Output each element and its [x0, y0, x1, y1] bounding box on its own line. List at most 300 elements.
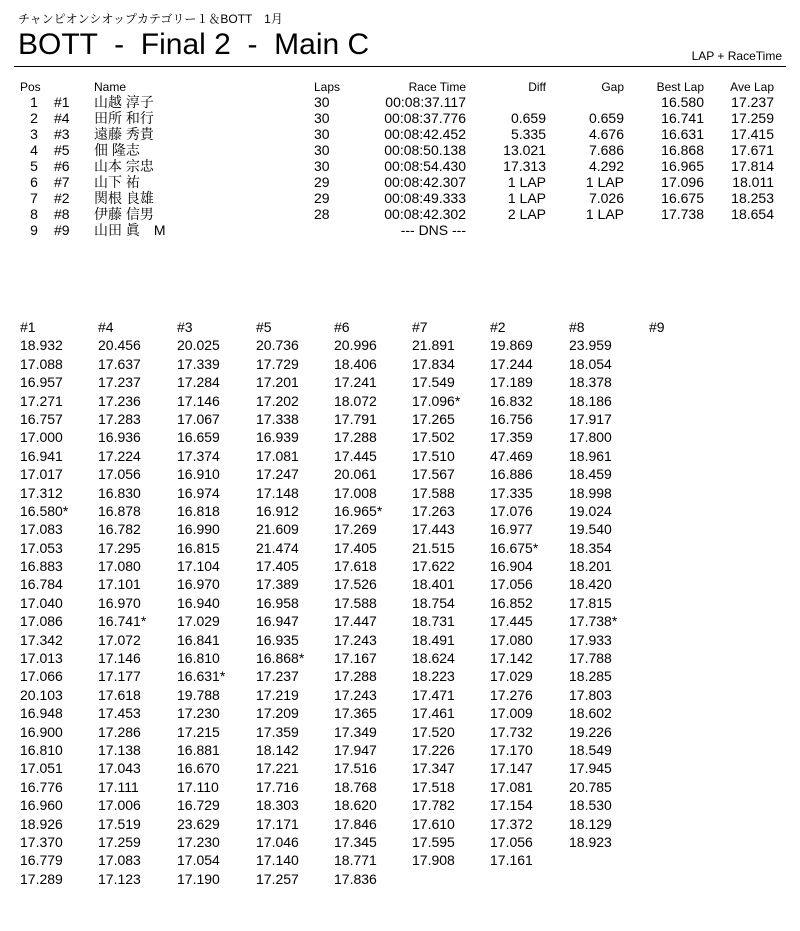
lap-time: 47.469: [490, 447, 533, 464]
lap-time: 17.006: [98, 797, 141, 814]
lap-time: 17.017: [20, 466, 63, 483]
lap-time: 17.359: [256, 723, 299, 740]
lap-time: 17.170: [490, 741, 533, 758]
diff-cell: 5.335: [510, 126, 546, 142]
lap-time: 18.998: [569, 484, 612, 501]
lap-time: 16.782: [98, 521, 141, 538]
lap-time: 17.782: [412, 797, 455, 814]
gap-cell: [546, 222, 624, 238]
lap-time: 17.471: [412, 686, 455, 703]
lap-column-header: #8: [569, 319, 585, 335]
ave-lap-cell: 18.011: [732, 174, 774, 190]
ave-lap-cell: 17.237: [731, 94, 774, 110]
lap-time: 16.881: [177, 741, 220, 758]
lap-time: 17.029: [490, 668, 533, 685]
kart-number-cell: #6: [54, 158, 70, 174]
laps-cell: 30: [314, 158, 330, 174]
lap-column: [649, 318, 729, 336]
lap-time: 20.103: [20, 686, 63, 703]
lap-time: 18.771: [334, 852, 377, 869]
position-cell: 2: [30, 110, 38, 126]
laps-cell: [314, 222, 348, 238]
lap-time: 17.610: [412, 815, 455, 832]
lap-time: 17.056: [490, 833, 533, 850]
lap-time: 17.947: [334, 741, 377, 758]
lap-time: 17.732: [490, 723, 533, 740]
lap-time: 17.140: [256, 852, 299, 869]
result-row: [14, 190, 774, 206]
lap-time: 16.940: [177, 594, 220, 611]
lap-column-header: #2: [490, 319, 506, 335]
lap-time: 16.818: [177, 502, 220, 519]
lap-time: 16.970: [177, 576, 220, 593]
lap-time: 17.101: [98, 576, 141, 593]
diff-cell: 17.313: [503, 158, 546, 174]
lap-time: 17.189: [490, 374, 533, 391]
lap-time: 17.289: [20, 870, 63, 887]
lap-time: 21.891: [412, 337, 455, 354]
lap-time: 17.123: [98, 870, 141, 887]
lap-time: 17.146: [98, 650, 141, 667]
lap-time: 17.013: [20, 650, 63, 667]
diff-cell: [466, 222, 546, 238]
lap-time: 17.265: [412, 410, 455, 427]
driver-name-cell: 遠藤 秀貴: [94, 126, 154, 142]
gap-cell: 4.292: [588, 158, 624, 174]
ave-lap-cell: 18.253: [731, 190, 774, 206]
lap-time: 17.142: [490, 650, 533, 667]
lap-time: 16.970: [98, 594, 141, 611]
lap-time: 17.083: [20, 521, 63, 538]
lap-time: 17.637: [98, 355, 141, 372]
lap-time: 17.339: [177, 355, 220, 372]
driver-name-cell: 山本 宗忠: [94, 158, 154, 174]
lap-column-header: #6: [334, 319, 350, 335]
lap-time: 17.788: [569, 650, 612, 667]
lap-time: 18.620: [334, 797, 377, 814]
lap-time: 18.731: [412, 613, 455, 630]
lap-time: 19.788: [177, 686, 220, 703]
lap-time: 17.046: [256, 833, 299, 850]
header-divider: [14, 66, 786, 67]
lap-time: 17.138: [98, 741, 141, 758]
lap-time: 18.072: [334, 392, 377, 409]
lap-time: 17.453: [98, 705, 141, 722]
lap-time: 17.067: [177, 410, 220, 427]
best-lap-cell: 16.675: [661, 190, 704, 206]
lap-time: 20.785: [569, 778, 612, 795]
lap-time: 18.491: [412, 631, 455, 648]
lap-time: 17.226: [412, 741, 455, 758]
lap-time: 17.372: [490, 815, 533, 832]
result-row: [14, 142, 774, 158]
lap-time: 17.567: [412, 466, 455, 483]
lap-time: 16.810: [177, 650, 220, 667]
lap-time: 17.096*: [412, 392, 461, 409]
ave-lap-cell: 17.814: [731, 158, 774, 174]
lap-time: 17.215: [177, 723, 220, 740]
best-lap-cell: 17.096: [661, 174, 704, 190]
kart-number-cell: #9: [54, 222, 70, 238]
lap-time: 17.510: [412, 447, 455, 464]
position-cell: 5: [30, 158, 38, 174]
lap-time: 17.276: [490, 686, 533, 703]
lap-time: 18.142: [256, 741, 299, 758]
lap-time: 17.190: [177, 870, 220, 887]
lap-time: 18.129: [569, 815, 612, 832]
lap-time: 17.502: [412, 429, 455, 446]
lap-time: 19.226: [569, 723, 612, 740]
lap-time: 17.147: [490, 760, 533, 777]
race-time-cell: --- DNS ---: [400, 222, 466, 238]
lap-column: [569, 318, 649, 851]
lap-time: 17.076: [490, 502, 533, 519]
col-header-diff: Diff: [528, 80, 546, 94]
lap-time: 16.958: [256, 594, 299, 611]
driver-name-cell: 佃 隆志: [94, 142, 140, 158]
result-row: [14, 94, 774, 110]
lap-time: 17.945: [569, 760, 612, 777]
kart-number-cell: #2: [54, 190, 70, 206]
diff-cell: 13.021: [503, 142, 546, 158]
results-table: [14, 80, 774, 238]
lap-time: 16.883: [20, 558, 63, 575]
lap-time: 17.236: [98, 392, 141, 409]
lap-time: 18.186: [569, 392, 612, 409]
lap-time: 21.609: [256, 521, 299, 538]
lap-time: 18.768: [334, 778, 377, 795]
lap-time: 20.996: [334, 337, 377, 354]
lap-time: 17.349: [334, 723, 377, 740]
lap-time: 17.405: [334, 539, 377, 556]
col-header-ave-lap: Ave Lap: [730, 80, 774, 94]
lap-time: 17.056: [98, 466, 141, 483]
lap-time: 17.243: [334, 631, 377, 648]
lap-time: 17.443: [412, 521, 455, 538]
lap-time: 17.237: [256, 668, 299, 685]
lap-time: 17.029: [177, 613, 220, 630]
lap-time: 17.081: [256, 447, 299, 464]
kart-number-cell: #8: [54, 206, 70, 222]
result-row: [14, 158, 774, 174]
lap-time: 18.602: [569, 705, 612, 722]
lap-time: 17.288: [334, 429, 377, 446]
lap-time: 17.009: [490, 705, 533, 722]
lap-time: 16.957: [20, 374, 63, 391]
gap-cell: 7.686: [588, 142, 624, 158]
lap-time: 16.757: [20, 410, 63, 427]
lap-time: 17.815: [569, 594, 612, 611]
col-header-laps: Laps: [314, 80, 341, 94]
laps-cell: 30: [314, 126, 330, 142]
lap-time: 17.519: [98, 815, 141, 832]
lap-time: 16.670: [177, 760, 220, 777]
race-time-cell: 00:08:50.138: [384, 142, 466, 158]
lap-time: 20.025: [177, 337, 220, 354]
lap-time: 16.841: [177, 631, 220, 648]
laps-cell: 30: [314, 142, 330, 158]
driver-name-cell: 伊藤 信男: [94, 206, 154, 222]
gap-cell: 4.676: [588, 126, 624, 142]
lap-time: 17.043: [98, 760, 141, 777]
diff-cell: 2 LAP: [507, 206, 546, 222]
lap-time: 17.618: [98, 686, 141, 703]
lap-time: 17.447: [334, 613, 377, 630]
lap-time: 17.445: [334, 447, 377, 464]
lap-time: 17.288: [334, 668, 377, 685]
lap-time: 18.378: [569, 374, 612, 391]
lap-time: 17.359: [490, 429, 533, 446]
lap-time: 17.549: [412, 374, 455, 391]
lap-time: 19.869: [490, 337, 533, 354]
lap-time: 16.631*: [177, 668, 226, 685]
lap-time: 16.974: [177, 484, 220, 501]
lap-time: 17.263: [412, 502, 455, 519]
lap-time: 20.061: [334, 466, 377, 483]
position-cell: 9: [30, 222, 38, 238]
diff-cell: 1 LAP: [507, 190, 546, 206]
lap-time: 16.878: [98, 502, 141, 519]
lap-time: 17.908: [412, 852, 455, 869]
lap-time: 17.716: [256, 778, 299, 795]
lap-column-header: #9: [649, 319, 665, 335]
col-header-name: Name: [94, 80, 127, 94]
result-row: [14, 206, 774, 222]
lap-time: 18.530: [569, 797, 612, 814]
lap-time: 17.221: [256, 760, 299, 777]
lap-column: [490, 318, 570, 870]
lap-column: [256, 318, 336, 888]
lap-time: 17.202: [256, 392, 299, 409]
lap-time: 17.243: [334, 686, 377, 703]
lap-time: 17.081: [490, 778, 533, 795]
lap-time: 18.961: [569, 447, 612, 464]
result-row: [14, 110, 774, 126]
lap-time: 17.080: [490, 631, 533, 648]
gap-cell: 7.026: [588, 190, 624, 206]
lap-time: 17.347: [412, 760, 455, 777]
race-time-cell: 00:08:37.776: [384, 110, 466, 126]
race-time-cell: 00:08:42.302: [384, 206, 466, 222]
lap-time: 16.990: [177, 521, 220, 538]
lap-time: 17.286: [98, 723, 141, 740]
lap-time: 16.784: [20, 576, 63, 593]
gap-cell: [546, 94, 624, 110]
lap-time: 18.223: [412, 668, 455, 685]
lap-time: 17.338: [256, 410, 299, 427]
lap-time: 17.271: [20, 392, 63, 409]
driver-name-cell: 関根 良雄: [94, 190, 154, 206]
lap-time: 17.056: [490, 576, 533, 593]
lap-time: 17.295: [98, 539, 141, 556]
lap-time: 16.868*: [256, 650, 305, 667]
gap-cell: 1 LAP: [585, 174, 624, 190]
lap-time: 16.580*: [20, 502, 69, 519]
results-header-row: [14, 80, 774, 94]
lap-time: 18.624: [412, 650, 455, 667]
lap-column-header: #3: [177, 319, 193, 335]
lap-time: 23.959: [569, 337, 612, 354]
lap-time: 17.729: [256, 355, 299, 372]
gap-cell: 0.659: [588, 110, 624, 126]
diff-cell: 0.659: [510, 110, 546, 126]
legend-label: LAP + RaceTime: [691, 49, 782, 63]
lap-time: 17.209: [256, 705, 299, 722]
lap-time: 16.741*: [98, 613, 147, 630]
kart-number-cell: #7: [54, 174, 70, 190]
lap-time: 16.912: [256, 502, 299, 519]
lap-time: 17.040: [20, 594, 63, 611]
lap-time: 16.830: [98, 484, 141, 501]
lap-time: 16.948: [20, 705, 63, 722]
lap-time: 17.083: [98, 852, 141, 869]
lap-time: 17.177: [98, 668, 141, 685]
lap-time: 21.515: [412, 539, 455, 556]
lap-time: 23.629: [177, 815, 220, 832]
best-lap-cell: 16.631: [661, 126, 704, 142]
lap-time: 16.810: [20, 741, 63, 758]
race-time-cell: 00:08:42.452: [384, 126, 466, 142]
lap-time: 18.926: [20, 815, 63, 832]
lap-time: 17.622: [412, 558, 455, 575]
lap-time: 17.283: [98, 410, 141, 427]
laps-cell: 29: [314, 174, 330, 190]
laps-cell: 28: [314, 206, 330, 222]
lap-time: 20.736: [256, 337, 299, 354]
kart-number-cell: #5: [54, 142, 70, 158]
lap-time: 17.803: [569, 686, 612, 703]
lap-column-header: #5: [256, 319, 272, 335]
lap-time: 17.161: [490, 852, 533, 869]
lap-time: 17.237: [98, 374, 141, 391]
kart-number-cell: #1: [54, 94, 70, 110]
diff-cell: [466, 94, 546, 110]
lap-time: 17.088: [20, 355, 63, 372]
lap-time: 17.526: [334, 576, 377, 593]
lap-time: 17.588: [334, 594, 377, 611]
lap-time: 16.779: [20, 852, 63, 869]
lap-time: 16.815: [177, 539, 220, 556]
lap-time: 18.932: [20, 337, 63, 354]
lap-column-header: #1: [20, 319, 36, 335]
lap-time: 17.374: [177, 447, 220, 464]
lap-time: 17.405: [256, 558, 299, 575]
lap-time: 17.167: [334, 650, 377, 667]
lap-time: 16.832: [490, 392, 533, 409]
lap-time: 18.303: [256, 797, 299, 814]
lap-time: 18.549: [569, 741, 612, 758]
driver-name-cell: 山田 眞 M: [94, 222, 166, 238]
diff-cell: 1 LAP: [507, 174, 546, 190]
lap-time: 17.247: [256, 466, 299, 483]
lap-time: 17.933: [569, 631, 612, 648]
laps-cell: 29: [314, 190, 330, 206]
lap-time: 18.054: [569, 355, 612, 372]
lap-time: 16.935: [256, 631, 299, 648]
driver-name-cell: 田所 和行: [94, 110, 154, 126]
lap-time: 17.518: [412, 778, 455, 795]
lap-time: 17.834: [412, 355, 455, 372]
race-time-cell: 00:08:54.430: [384, 158, 466, 174]
lap-time: 17.201: [256, 374, 299, 391]
lap-time: 17.066: [20, 668, 63, 685]
lap-time: 17.595: [412, 833, 455, 850]
lap-time: 17.836: [334, 870, 377, 887]
lap-time: 18.420: [569, 576, 612, 593]
lap-time: 16.965*: [334, 502, 383, 519]
lap-column: [98, 318, 178, 888]
lap-time: 17.080: [98, 558, 141, 575]
race-time-cell: 00:08:37.117: [385, 94, 466, 110]
lap-time: 17.051: [20, 760, 63, 777]
lap-time: 17.520: [412, 723, 455, 740]
lap-time: 17.219: [256, 686, 299, 703]
race-time-cell: 00:08:49.333: [384, 190, 466, 206]
col-header-best-lap: Best Lap: [656, 80, 704, 94]
lap-time: 18.354: [569, 539, 612, 556]
lap-time: 17.791: [334, 410, 377, 427]
lap-time: 17.259: [98, 833, 141, 850]
lap-time: 16.904: [490, 558, 533, 575]
lap-time: 16.939: [256, 429, 299, 446]
lap-time: 17.154: [490, 797, 533, 814]
lap-time: 18.754: [412, 594, 455, 611]
lap-time: 17.111: [98, 778, 139, 795]
result-row: [14, 222, 774, 238]
lap-time: 17.800: [569, 429, 612, 446]
position-cell: 7: [30, 190, 38, 206]
lap-time: 17.146: [177, 392, 220, 409]
ave-lap-cell: 18.654: [731, 206, 774, 222]
position-cell: 3: [30, 126, 38, 142]
lap-time: 18.459: [569, 466, 612, 483]
lap-time: 17.104: [177, 558, 220, 575]
lap-time: 17.000: [20, 429, 63, 446]
laps-cell: 30: [314, 110, 330, 126]
lap-column-header: #4: [98, 319, 114, 335]
header-subtitle: チャンピオンシオップカテゴリー１＆BOTT 1月: [18, 12, 283, 26]
lap-time: 19.540: [569, 521, 612, 538]
ave-lap-cell: 17.671: [731, 142, 774, 158]
lap-time: 17.588: [412, 484, 455, 501]
best-lap-cell: 16.965: [661, 158, 704, 174]
lap-time: 17.053: [20, 539, 63, 556]
lap-time: 17.072: [98, 631, 141, 648]
laps-cell: 30: [314, 94, 330, 110]
lap-time: 17.171: [256, 815, 299, 832]
lap-time: 17.335: [490, 484, 533, 501]
lap-time: 20.456: [98, 337, 141, 354]
best-lap-cell: [624, 222, 704, 238]
kart-number-cell: #4: [54, 110, 70, 126]
best-lap-cell: 16.580: [661, 94, 704, 110]
lap-time: 17.389: [256, 576, 299, 593]
lap-time: 17.445: [490, 613, 533, 630]
col-header-gap: Gap: [601, 80, 624, 94]
lap-time: 18.406: [334, 355, 377, 372]
driver-name-cell: 山下 祐: [94, 174, 140, 190]
lap-time: 17.086: [20, 613, 63, 630]
gap-cell: 1 LAP: [585, 206, 624, 222]
position-cell: 6: [30, 174, 38, 190]
best-lap-cell: 17.738: [661, 206, 704, 222]
lap-time: 17.054: [177, 852, 220, 869]
lap-time: 16.852: [490, 594, 533, 611]
lap-time: 17.370: [20, 833, 63, 850]
lap-column: [177, 318, 257, 888]
lap-time: 17.846: [334, 815, 377, 832]
lap-column: [20, 318, 100, 888]
